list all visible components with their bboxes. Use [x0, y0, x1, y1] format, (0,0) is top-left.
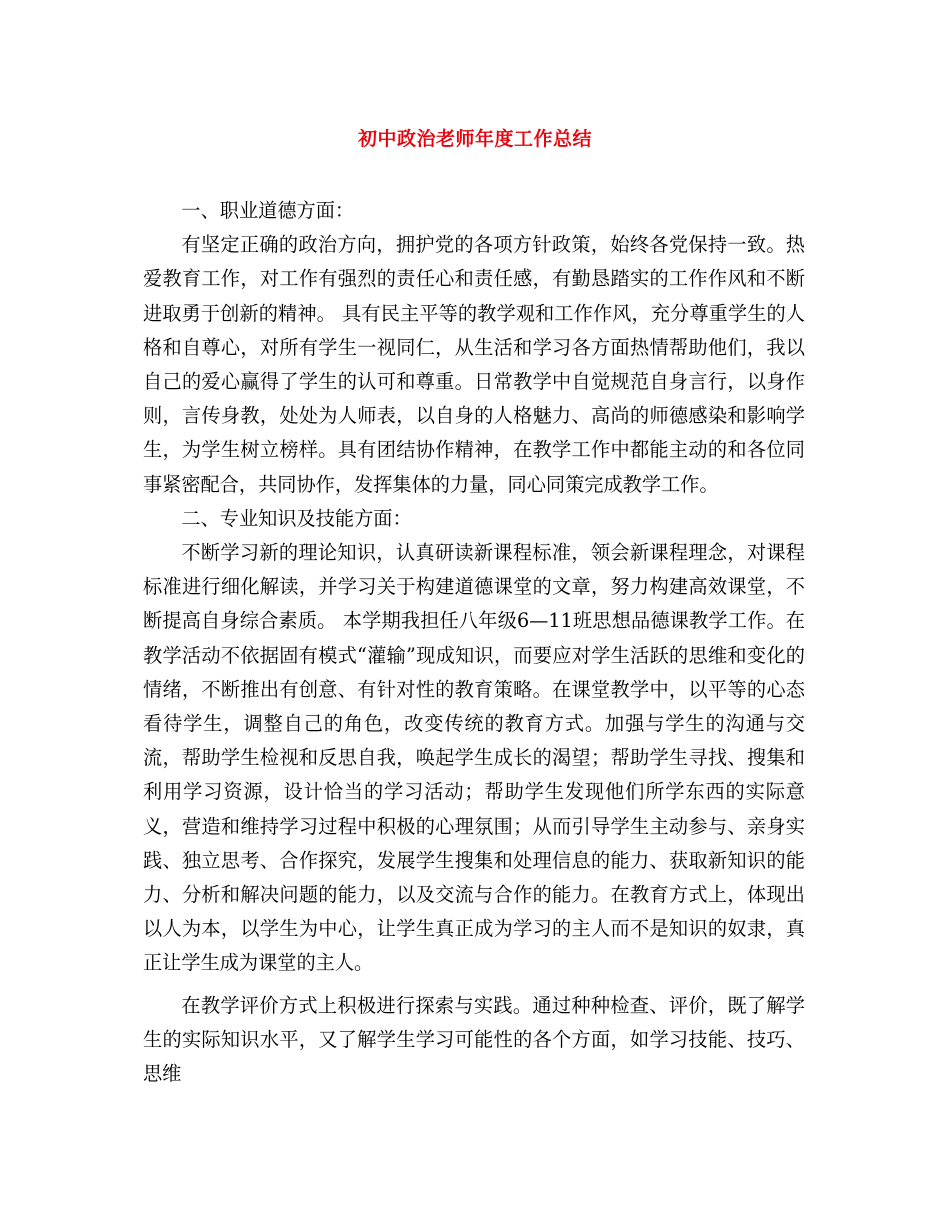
paragraph-professional-knowledge: 不断学习新的理论知识，认真研读新课程标准，领会新课程理念，对课程标准进行细化解读，并学习关于构建道德课堂的文章，努力构建高效课堂，不断提高自身综合素质。 本学期我担任八年级6—11班思想品德课教学工作。在教学活动不依据固有模式“灌输”现成知识，而要应对学生活跃的思维和变化的情绪，不断推出有创意、有针对性的教育策略。在课堂教学中，以平等的心态看待学生，调整自己的角色，改变传统的教育方式。加强与学生的沟通与交流，帮助学生检视和反思自我，唤起学生成长的渴望；帮助学生寻找、搜集和利用学习资源，设计恰当的学习活动；帮助学生发现他们所学东西的实际意义，营造和维持学习过程中积极的心理氛围；从而引导学生主动参与、亲身实践、独立思考、合作探究，发展学生搜集和处理信息的能力、获取新知识的能力、分析和解决问题的能力，以及交流与合作的能力。在教育方式上，体现出以人为本，以学生为中心，让学生真正成为学习的主人而不是知识的奴隶，真正让学生成为课堂的主人。 — [143, 541, 805, 975]
document-body — [143, 194, 805, 1091]
section-heading-professional-ethics: 一、职业道德方面： — [181, 199, 355, 222]
section-heading-professional-knowledge: 二、专业知识及技能方面： — [181, 506, 412, 530]
document-title: 初中政治老师年度工作总结 — [357, 128, 592, 150]
paragraph-professional-ethics: 有坚定正确的政治方向，拥护党的各项方针政策，始终各党保持一致。热爱教育工作，对工作有强烈的责任心和责任感，有勤恳踏实的工作作风和不断进取勇于创新的精神。 具有民主平等的教学观和工作作风，充分尊重学生的人格和自尊心，对所有学生一视同仁，从生活和学习各方面热情帮助他们，我以自己的爱心赢得了学生的认可和尊重。日常教学中自觉规范自身言行，以身作则，言传身教，处处为人师表，以自身的人格魅力、高尚的师德感染和影响学生，为学生树立榜样。具有团结协作精神，在教学工作中都能主动的和各位同事紧密配合，共同协作，发挥集体的力量，同心同策完成教学工作。 — [143, 233, 805, 496]
paragraph-teaching-evaluation: 在教学评价方式上积极进行探索与实践。通过种种检查、评价，既了解学生的实际知识水平，又了解学生学习可能性的各个方面，如学习技能、技巧、思维 — [143, 993, 805, 1086]
